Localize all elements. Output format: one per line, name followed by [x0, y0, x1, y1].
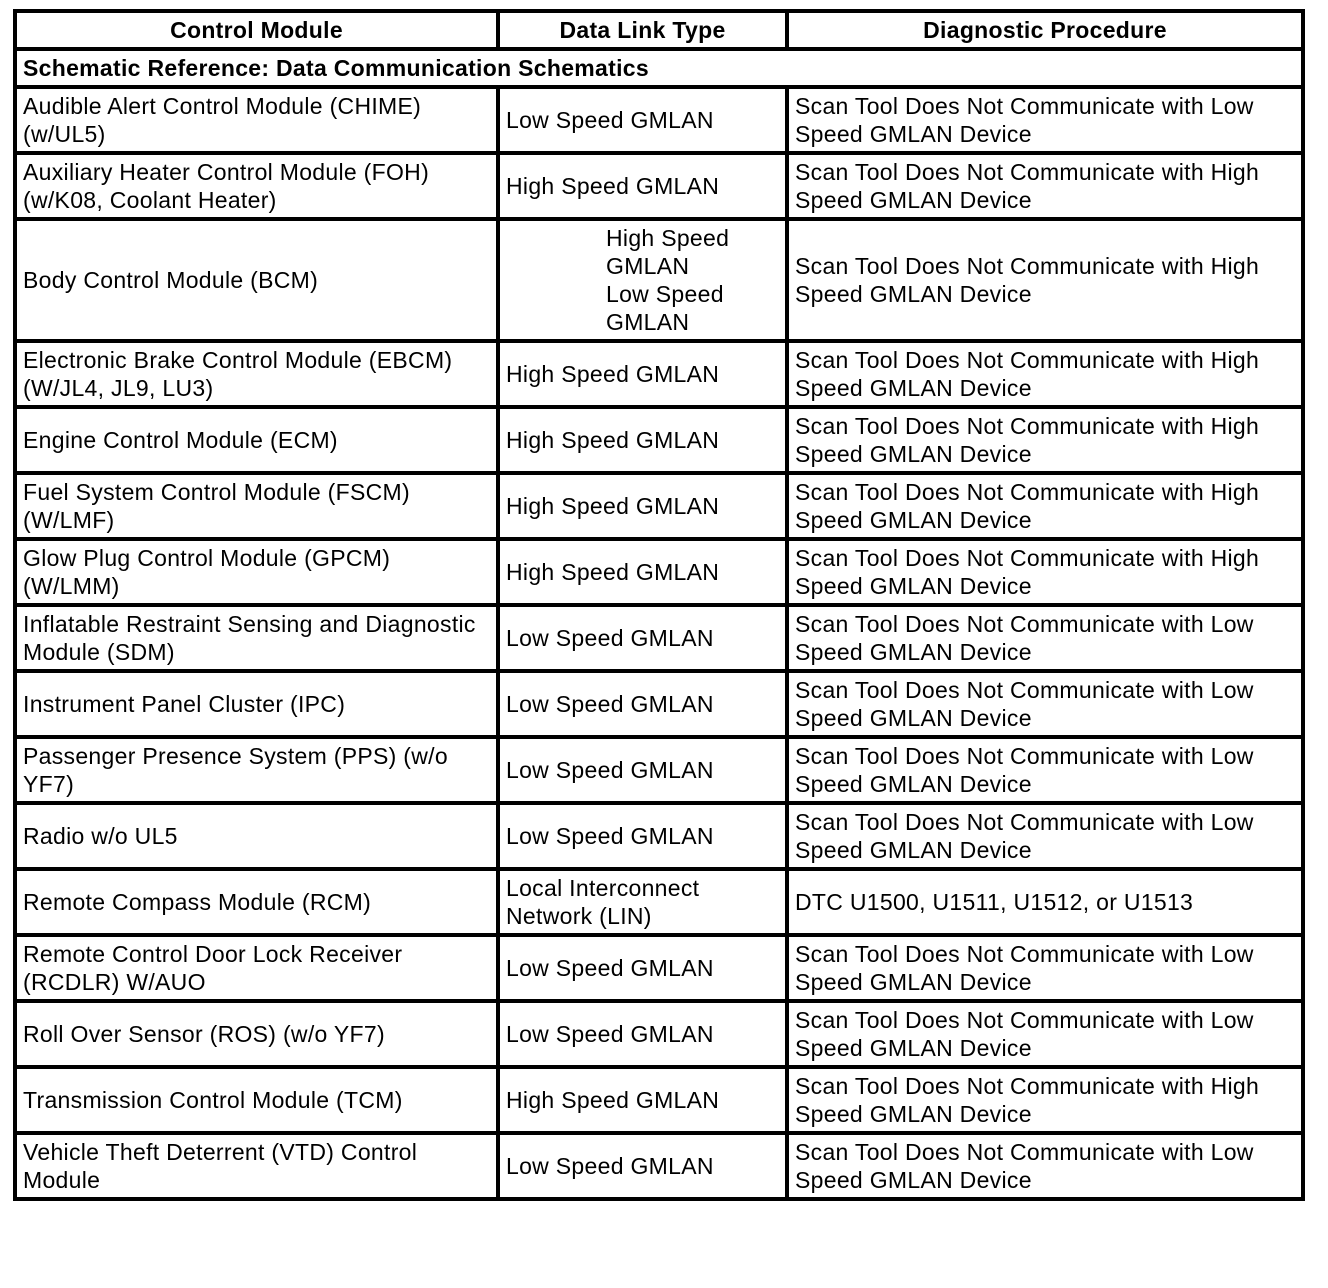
link-cell: Low Speed GMLAN	[498, 605, 787, 671]
link-cell: Low Speed GMLAN	[498, 803, 787, 869]
table-row	[15, 935, 1303, 1001]
procedure-cell: DTC U1500, U1511, U1512, or U1513	[787, 869, 1303, 935]
link-cell: Low Speed GMLAN	[498, 1133, 787, 1199]
link-cell: Local Interconnect Network (LIN)	[498, 869, 787, 935]
header-row	[15, 11, 1303, 49]
procedure-cell: Scan Tool Does Not Communicate with High Speed GMLAN Device	[787, 153, 1303, 219]
link-cell: High Speed GMLAN	[498, 473, 787, 539]
procedure-cell: Scan Tool Does Not Communicate with High Speed GMLAN Device	[787, 341, 1303, 407]
procedure-cell: Scan Tool Does Not Communicate with Low Speed GMLAN Device	[787, 737, 1303, 803]
module-cell: Remote Control Door Lock Receiver (RCDLR) W/AUO	[15, 935, 498, 1001]
module-cell: Inflatable Restraint Sensing and Diagnostic Module (SDM)	[15, 605, 498, 671]
module-cell: Vehicle Theft Deterrent (VTD) Control Module	[15, 1133, 498, 1199]
schematic-reference: Schematic Reference: Data Communication Schematics	[15, 49, 1303, 87]
procedure-cell: Scan Tool Does Not Communicate with High Speed GMLAN Device	[787, 539, 1303, 605]
link-cell: High Speed GMLAN	[498, 153, 787, 219]
link-cell: Low Speed GMLAN	[498, 737, 787, 803]
link-line: Low Speed	[606, 281, 724, 307]
table-row	[15, 803, 1303, 869]
table-row	[15, 1133, 1303, 1199]
link-cell: Low Speed GMLAN	[498, 671, 787, 737]
table-row	[15, 153, 1303, 219]
table-row	[15, 473, 1303, 539]
link-cell: Low Speed GMLAN	[498, 1001, 787, 1067]
table-row	[15, 1067, 1303, 1133]
module-cell: Instrument Panel Cluster (IPC)	[15, 671, 498, 737]
link-cell: High Speed GMLAN	[498, 1067, 787, 1133]
table-row	[15, 869, 1303, 935]
module-cell: Passenger Presence System (PPS) (w/o YF7)	[15, 737, 498, 803]
table-row	[15, 737, 1303, 803]
module-cell: Remote Compass Module (RCM)	[15, 869, 498, 935]
procedure-cell: Scan Tool Does Not Communicate with Low Speed GMLAN Device	[787, 803, 1303, 869]
procedure-cell: Scan Tool Does Not Communicate with Low Speed GMLAN Device	[787, 1001, 1303, 1067]
procedure-cell: Scan Tool Does Not Communicate with Low Speed GMLAN Device	[787, 87, 1303, 153]
link-lines	[606, 224, 779, 336]
table-row	[15, 1001, 1303, 1067]
module-cell: Electronic Brake Control Module (EBCM) (W/JL4, JL9, LU3)	[15, 341, 498, 407]
module-cell: Engine Control Module (ECM)	[15, 407, 498, 473]
procedure-cell: Scan Tool Does Not Communicate with Low Speed GMLAN Device	[787, 671, 1303, 737]
control-module-table	[13, 9, 1305, 1201]
table-row	[15, 605, 1303, 671]
link-cell: Low Speed GMLAN	[498, 87, 787, 153]
table-row	[15, 341, 1303, 407]
link-line: GMLAN	[606, 253, 690, 279]
procedure-cell: Scan Tool Does Not Communicate with High Speed GMLAN Device	[787, 473, 1303, 539]
table-row	[15, 87, 1303, 153]
procedure-cell: Scan Tool Does Not Communicate with Low Speed GMLAN Device	[787, 1133, 1303, 1199]
header-diagnostic-procedure: Diagnostic Procedure	[787, 11, 1303, 49]
module-cell: Transmission Control Module (TCM)	[15, 1067, 498, 1133]
module-cell: Roll Over Sensor (ROS) (w/o YF7)	[15, 1001, 498, 1067]
table-row	[15, 219, 1303, 341]
link-cell: High Speed GMLAN	[498, 341, 787, 407]
procedure-cell: Scan Tool Does Not Communicate with Low Speed GMLAN Device	[787, 605, 1303, 671]
link-cell: High Speed GMLAN	[498, 407, 787, 473]
procedure-cell: Scan Tool Does Not Communicate with High Speed GMLAN Device	[787, 219, 1303, 341]
procedure-cell: Scan Tool Does Not Communicate with Low Speed GMLAN Device	[787, 935, 1303, 1001]
module-cell: Radio w/o UL5	[15, 803, 498, 869]
module-cell: Fuel System Control Module (FSCM) (W/LMF)	[15, 473, 498, 539]
procedure-cell: Scan Tool Does Not Communicate with High Speed GMLAN Device	[787, 1067, 1303, 1133]
table-row	[15, 539, 1303, 605]
module-cell: Audible Alert Control Module (CHIME) (w/UL5)	[15, 87, 498, 153]
schematic-reference-row	[15, 49, 1303, 87]
module-cell: Body Control Module (BCM)	[15, 219, 498, 341]
header-data-link-type: Data Link Type	[498, 11, 787, 49]
table-row	[15, 671, 1303, 737]
link-cell: Low Speed GMLAN	[498, 935, 787, 1001]
link-cell	[498, 219, 787, 341]
link-line: High Speed	[606, 225, 730, 251]
module-cell: Glow Plug Control Module (GPCM) (W/LMM)	[15, 539, 498, 605]
header-control-module: Control Module	[15, 11, 498, 49]
table-row	[15, 407, 1303, 473]
link-cell: High Speed GMLAN	[498, 539, 787, 605]
link-line: GMLAN	[606, 309, 690, 335]
procedure-cell: Scan Tool Does Not Communicate with High Speed GMLAN Device	[787, 407, 1303, 473]
module-cell: Auxiliary Heater Control Module (FOH) (w/K08, Coolant Heater)	[15, 153, 498, 219]
